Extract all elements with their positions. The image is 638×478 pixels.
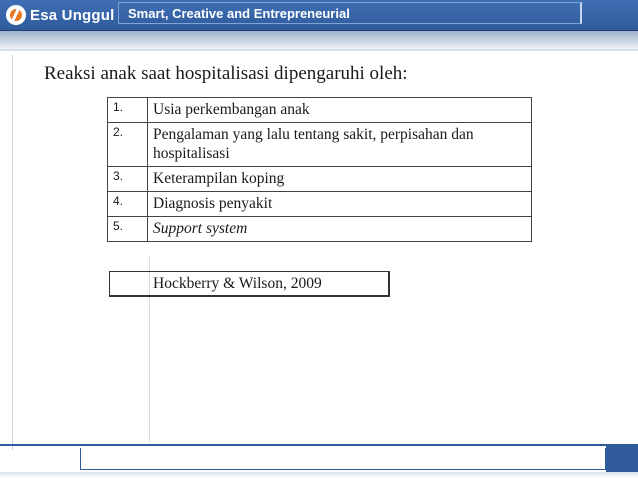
header-tagline: Smart, Creative and Entrepreneurial [128,6,350,21]
logo-text: Esa Unggul [30,6,115,24]
logo-emblem-icon [6,5,26,25]
footer-gradient [0,472,638,478]
item-number: 4. [108,192,148,217]
header-divider [0,49,638,51]
factors-table [107,97,532,242]
slide-title: Reaksi anak saat hospitalisasi dipengaruhi oleh: [44,63,408,84]
slide-footer [0,444,638,478]
table-row [108,167,532,192]
header-gradient-band [0,31,638,49]
item-text: Usia perkembangan anak [148,98,532,123]
slide-header [0,0,638,31]
footer-corner-block [606,446,638,472]
left-margin-rule [12,55,13,450]
item-text: Pengalaman yang lalu tentang sakit, perpisahan dan hospitalisasi [148,123,532,167]
table-row [108,217,532,242]
item-text: Keterampilan koping [148,167,532,192]
item-number: 3. [108,167,148,192]
footer-bar [0,444,638,446]
table-row [108,192,532,217]
item-number: 1. [108,98,148,123]
footer-frame [80,448,606,470]
item-number: 2. [108,123,148,167]
item-number: 5. [108,217,148,242]
table-row [108,123,532,167]
table-row [108,98,532,123]
item-text: Support system [148,217,532,242]
citation-box: Hockberry & Wilson, 2009 [109,271,390,297]
university-logo [6,4,115,26]
item-text: Diagnosis penyakit [148,192,532,217]
